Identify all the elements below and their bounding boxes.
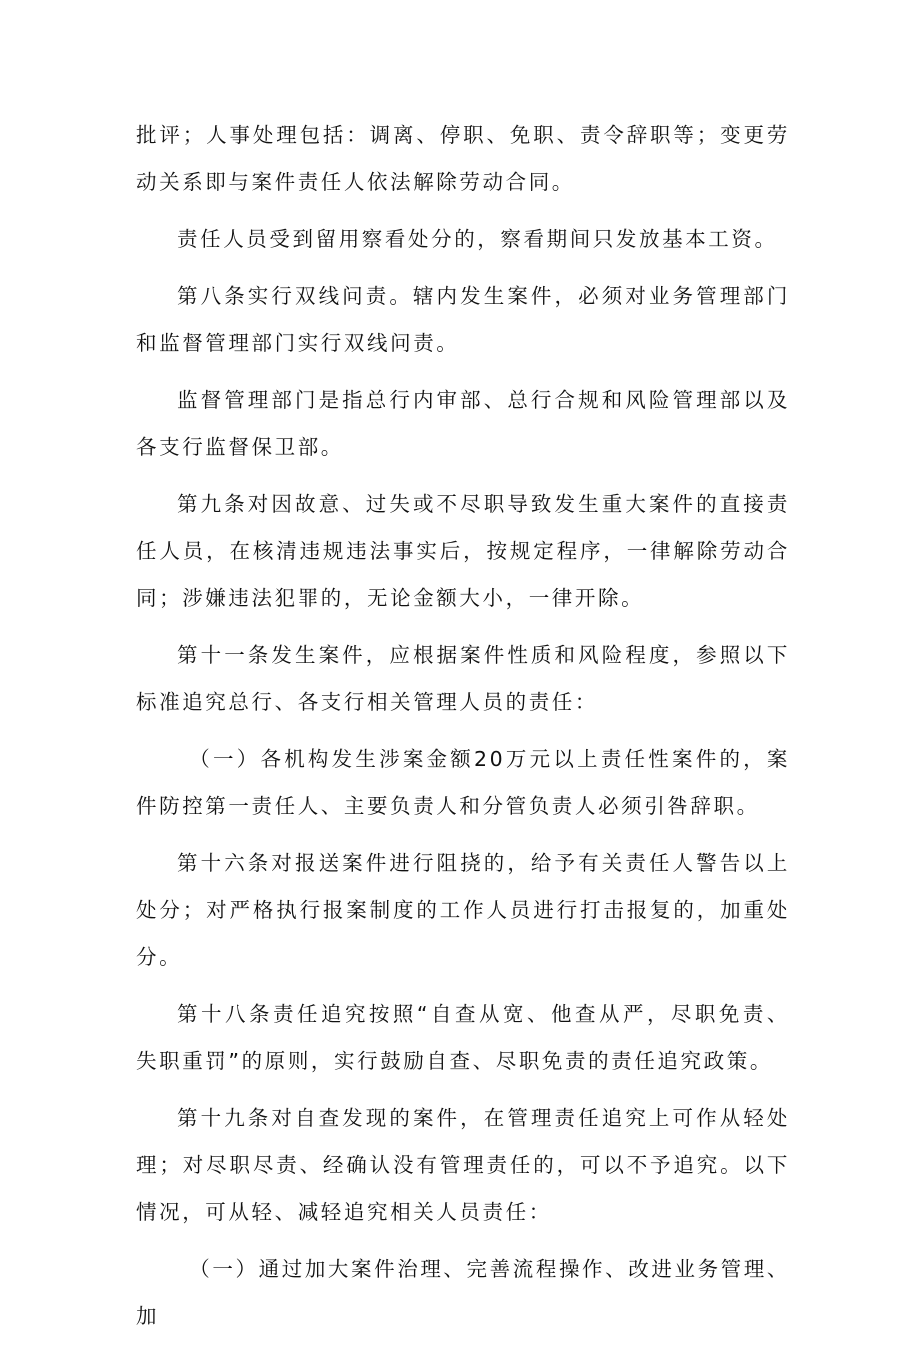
paragraph-personnel-handling: 批评；人事处理包括：调离、停职、免职、责令辞职等；变更劳动关系即与案件责任人依法解除劳动合同。 xyxy=(136,123,790,194)
paragraph-article-11-item-1: （一）各机构发生涉案金额20万元以上责任性案件的，案件防控第一责任人、主要负责人和分管负责人必须引咎辞职。 xyxy=(136,747,790,818)
paragraph-article-11: 第十一条发生案件，应根据案件性质和风险程度，参照以下标准追究总行、各支行相关管理人员的责任： xyxy=(136,643,790,714)
document-body xyxy=(136,112,790,1350)
paragraph-article-19-item-1: （一）通过加大案件治理、完善流程操作、改进业务管理、加 xyxy=(136,1257,790,1328)
paragraph-article-16: 第十六条对报送案件进行阻挠的，给予有关责任人警告以上处分；对严格执行报案制度的工作人员进行打击报复的，加重处分。 xyxy=(136,851,790,969)
paragraph-supervision-departments: 监督管理部门是指总行内审部、总行合规和风险管理部以及各支行监督保卫部。 xyxy=(136,388,790,459)
paragraph-article-18: 第十八条责任追究按照“自查从宽、他查从严，尽职免责、失职重罚”的原则，实行鼓励自查、尽职免责的责任追究政策。 xyxy=(136,1002,790,1073)
paragraph-article-19: 第十九条对自查发现的案件，在管理责任追究上可作从轻处理；对尽职尽责、经确认没有管理责任的，可以不予追究。以下情况，可从轻、减轻追究相关人员责任： xyxy=(136,1106,790,1224)
paragraph-article-9: 第九条对因故意、过失或不尽职导致发生重大案件的直接责任人员，在核清违规违法事实后，按规定程序，一律解除劳动合同；涉嫌违法犯罪的，无论金额大小，一律开除。 xyxy=(136,492,790,610)
paragraph-probation-salary: 责任人员受到留用察看处分的，察看期间只发放基本工资。 xyxy=(177,227,778,251)
paragraph-article-8: 第八条实行双线问责。辖内发生案件，必须对业务管理部门和监督管理部门实行双线问责。 xyxy=(136,284,790,355)
